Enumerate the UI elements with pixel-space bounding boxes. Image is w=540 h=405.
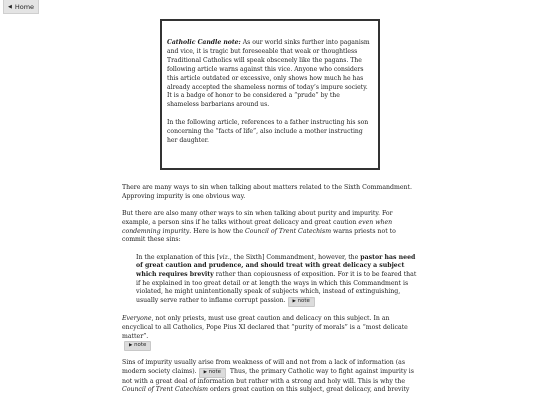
emphasis: even when condemning impurity [122, 218, 393, 235]
emphasis: Everyone [122, 315, 152, 323]
triangle-right-icon: ▶ [292, 299, 296, 305]
text: Thus, the primary Catholic way to fight against impurity is not with a great deal of information but rather with a strong and holy will. This is why the [122, 368, 414, 385]
editor-note-paragraph-2: In the following article, references to a father instructing his son concerning the “facts of life”, also include a mother instructing her daughter. [167, 119, 369, 145]
text: warns priests not to commit these sins: [122, 227, 396, 244]
home-button[interactable] [3, 0, 39, 14]
footnote-button[interactable] [288, 297, 315, 306]
footnote-button[interactable] [199, 368, 226, 377]
article-paragraph-1: There are many ways to sin when talking about matters related to the Sixth Commandment. Approving impurity is one obvious way. [122, 184, 412, 200]
book-title: Council of Trent Catechism [122, 386, 209, 394]
article-paragraph-4 [122, 359, 418, 395]
article-paragraph-3 [122, 315, 418, 351]
text: But there are also many other ways to sin when talking about purity and impurity. For example, a person sins if he talks without great delicacy and great caution [122, 210, 393, 226]
article-body [122, 184, 418, 404]
triangle-left-icon: ◀ [7, 3, 12, 10]
home-label: Home [14, 2, 35, 11]
editor-note-paragraph [167, 39, 373, 110]
text: rather than copiousness of exposition. For it is to be feared that if he explained in too great detail or at length the ways in which this Commandment is violated, he might unintentionally speak of subjects which, instead of extinguishing, usually serve rather to inflame corrupt passion. [136, 271, 417, 305]
editor-note-title: Catholic Candle note: [167, 39, 241, 46]
book-title: Council of Trent Catechism [245, 227, 332, 235]
article-paragraph-2 [122, 210, 418, 245]
text: In the explanation of this [ [136, 253, 220, 261]
catechism-quote [136, 254, 418, 307]
triangle-right-icon: ▶ [203, 370, 208, 376]
text: orders great caution on this subject, great delicacy, and brevity [208, 386, 410, 394]
footnote-label: note [208, 369, 221, 376]
text: , not only priests, must use great caution and delicacy on this subject. In an encyclical to all Catholics, Pope Pius XI declared that “purity of morals” is a “most delicate matter”. [122, 315, 408, 340]
text: . Here is how the [189, 227, 246, 235]
bold-text: pastor has need of great caution and prudence, and should treat with great delicacy a subject which requires brevity [136, 253, 416, 278]
emphasis: viz. [219, 253, 230, 261]
text: , the Sixth] Commandment, however, the [229, 253, 361, 261]
footnote-label: note [134, 342, 147, 349]
editor-note-box [160, 19, 380, 170]
editor-note-text: As our world sinks further into paganism and vice, it is tragic but foreseeable that weak or thoughtless Traditional Catholics will speak obscenely like the pagans. The following article warns against this vice. Anyone who considers this article outdated or excessive, only shows how much he has already accepted the shameless norms of today’s impure society. It is a badge of honor to be considered a “prude” by the shameless barbarians around us. [167, 39, 370, 109]
footnote-button[interactable] [124, 341, 151, 350]
triangle-right-icon: ▶ [129, 343, 133, 349]
footnote-label: note [297, 298, 310, 305]
text: Sins of impurity usually arise from weakness of will and not from a lack of information (as modern society claims). [122, 359, 406, 376]
